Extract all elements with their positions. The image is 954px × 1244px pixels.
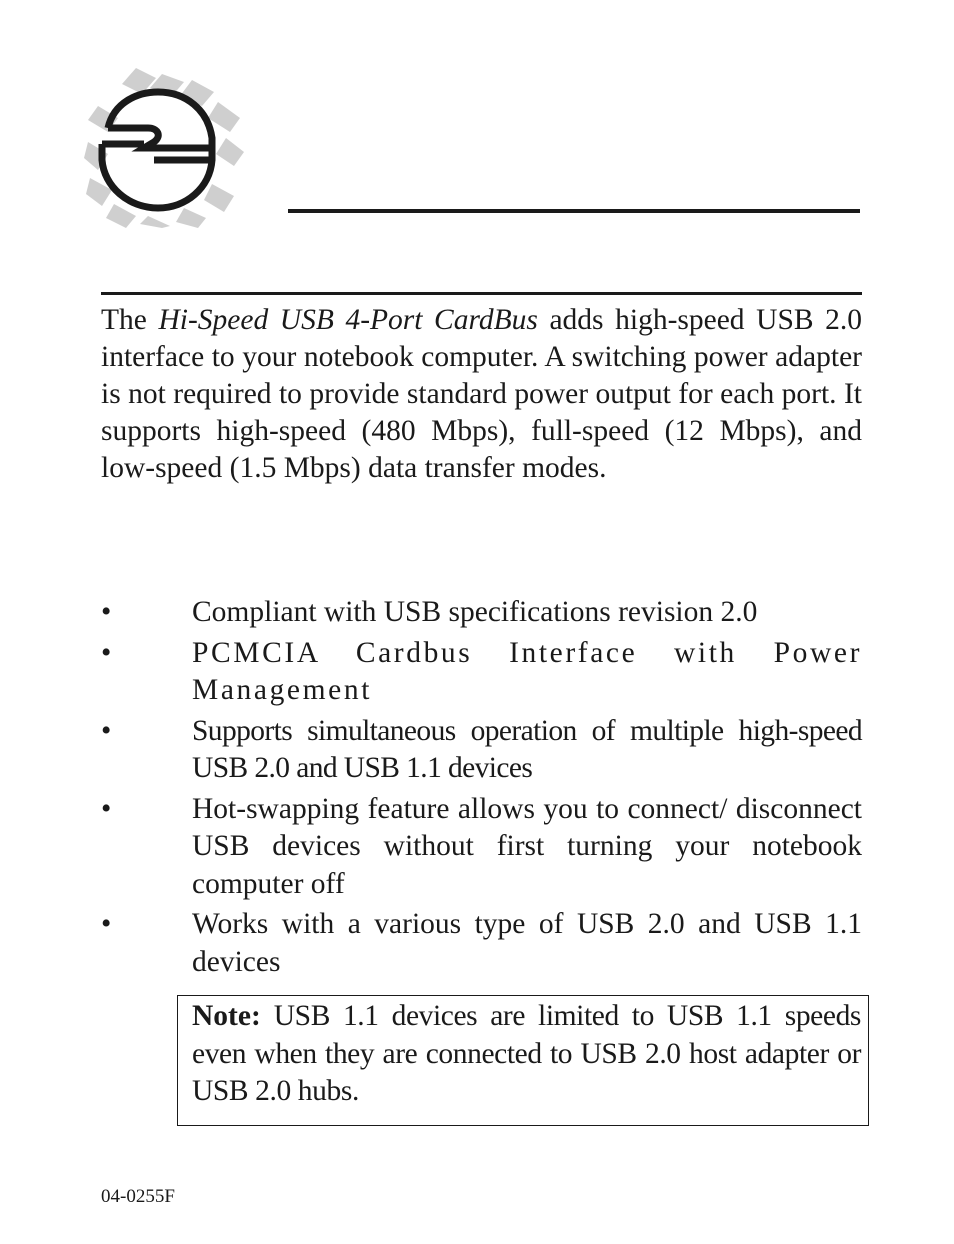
feature-text: Works with a various type of USB 2.0 and USB 1.1 devices [192,908,862,978]
top-rule [288,209,860,213]
feature-text: Hot-swapping feature allows you to connect/ disconnect USB devices without first turning your notebook computer off [192,792,862,900]
siig-logo-icon [84,66,246,228]
list-item [101,906,862,981]
bullet: • [101,636,112,669]
list-item [101,594,862,632]
product-name: Hi-Speed USB 4-Port CardBus [158,304,538,336]
list-item [101,635,862,710]
intro-prefix: The [101,304,159,336]
feature-list [101,594,862,984]
note-box [177,995,869,1126]
note-text: USB 1.1 devices are limited to USB 1.1 speeds even when they are connected to USB 2.0 host adapter or USB 2.0 hubs. [192,1000,861,1107]
note-label: Note: [192,1000,261,1032]
list-item [101,713,862,788]
feature-text: PCMCIA Cardbus Interface with Power Management [192,636,862,706]
section-rule [101,292,862,295]
list-item [101,791,862,904]
bullet: • [101,792,112,825]
document-number: 04-0255F [101,1186,175,1207]
feature-text: Supports simultaneous operation of multiple high-speed USB 2.0 and USB 1.1 devices [192,714,862,784]
bullet: • [101,596,112,628]
feature-text: Compliant with USB specifications revision 2.0 [192,596,758,628]
bullet: • [101,714,112,747]
intro-body: adds high-speed USB 2.0 interface to your notebook computer. A switching power adapter is not required to provide standard power output for each port. It supports high-speed (480 Mbps), full-speed (12 Mbps), and low-speed (1.5 Mbps) data transfer modes. [101,304,862,484]
bullet: • [101,908,112,940]
intro-paragraph [101,302,862,487]
